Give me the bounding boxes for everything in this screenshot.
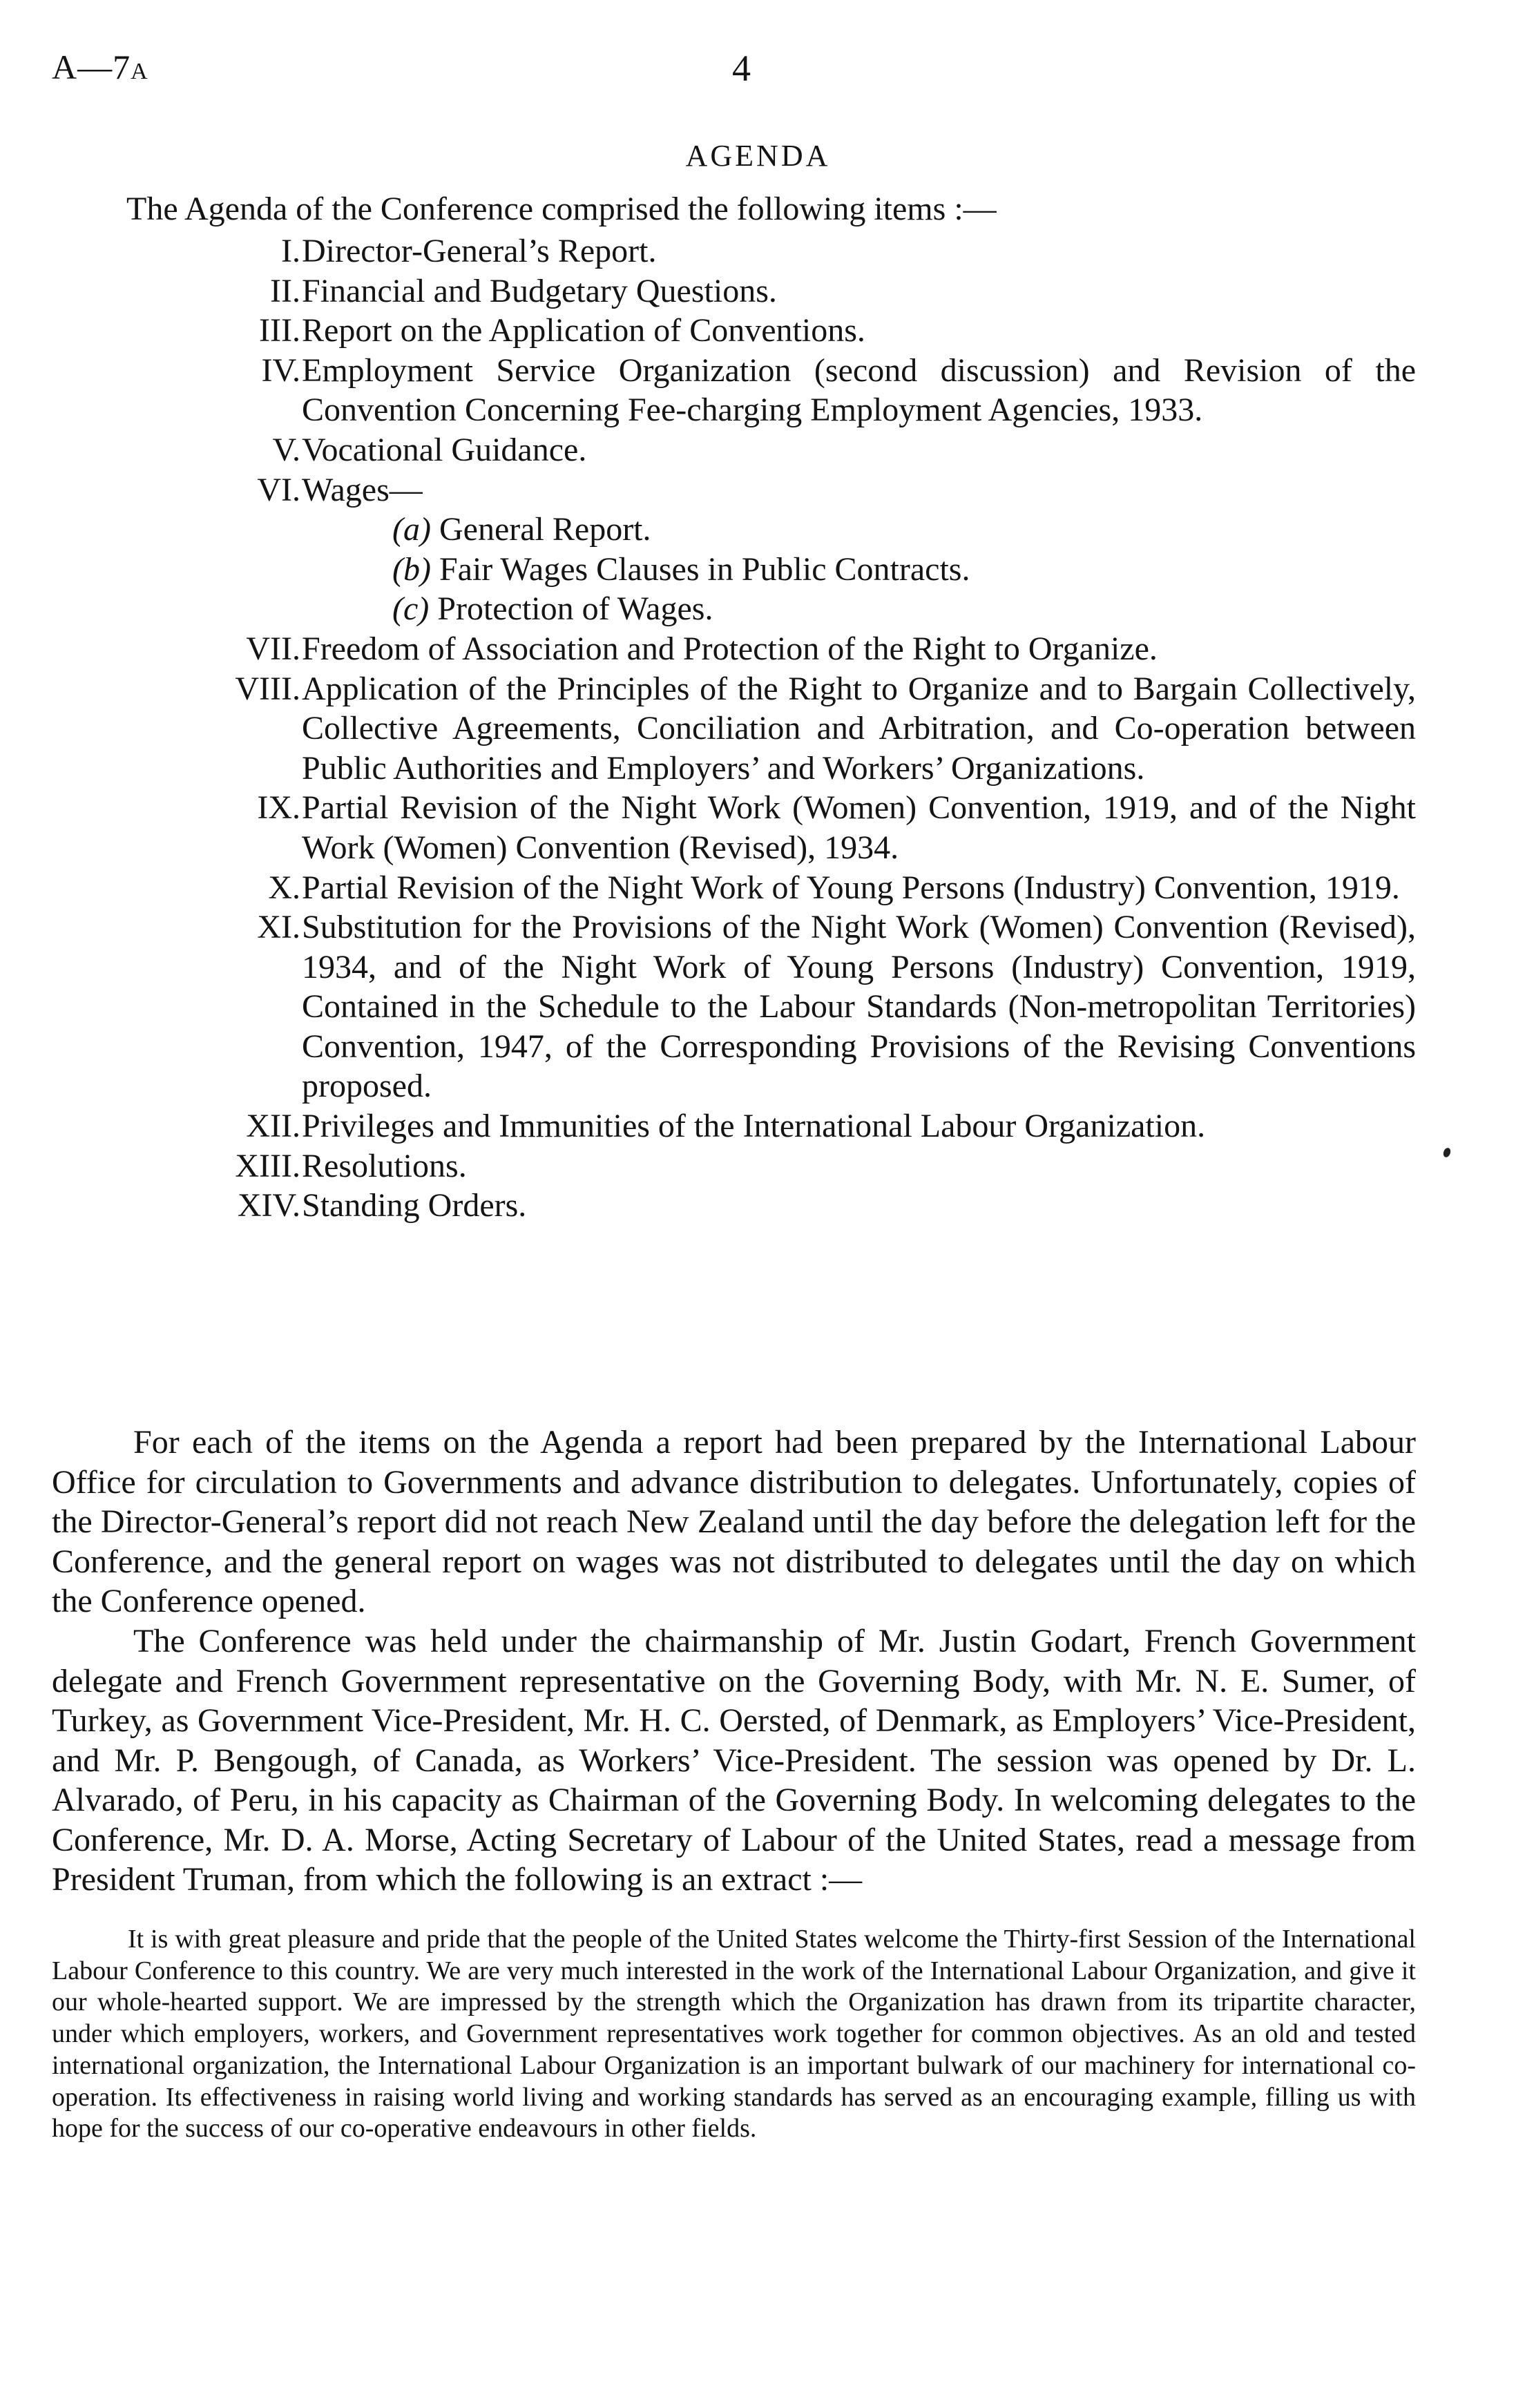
item-text: Partial Revision of the Night Work of Young Persons (Industry) Convention, 1919. (302, 869, 1400, 906)
item-number: XII. (246, 1108, 300, 1145)
agenda-item-9 (0, 788, 1516, 867)
item-number: XI. (257, 909, 300, 946)
agenda-item-4 (0, 351, 1516, 430)
item-number: II. (270, 272, 300, 309)
item-text: Partial Revision of the Night Work (Women) Convention, 1919, and of the Night Work (Women) Convention (Revised), 1934. (302, 789, 1416, 866)
item-number: VI. (257, 471, 300, 508)
agenda-item-6 (0, 470, 1516, 510)
item-text: Standing Orders. (302, 1187, 527, 1224)
agenda-item-12 (0, 1106, 1516, 1146)
item-number: VIII. (235, 670, 300, 707)
item-number: X. (268, 869, 300, 906)
agenda-item-13 (0, 1146, 1516, 1186)
item-text: Financial and Budgetary Questions. (302, 272, 777, 309)
item-text: Report on the Application of Conventions. (302, 312, 865, 349)
agenda-item-10 (0, 868, 1516, 908)
subitem-letter: (a) (392, 511, 431, 548)
subitem-text: Fair Wages Clauses in Public Contracts. (439, 550, 970, 588)
subitem-text: General Report. (439, 511, 651, 548)
wages-subitem-c (392, 589, 1516, 629)
reports-paragraph: For each of the items on the Agenda a report had been prepared by the International Labour Office for circulation to Governments and advance distribution to delegates. Unfortunately, copies of the Director-General’s report did not reach New Zealand until the day before the delegation left for the Conference, and the general report on wages was not distributed to delegates until the day on which the Conference opened. (52, 1424, 1416, 1619)
item-number: IV. (261, 351, 300, 389)
item-text: Application of the Principles of the Right to Organize and to Bargain Collectively, Collective Agreements, Conciliation and Arbitration, and Co-operation between Public Authorities and Employers’ and Workers’ Organizations. (302, 670, 1416, 787)
agenda-item-5 (0, 430, 1516, 470)
item-number: VII. (246, 630, 300, 667)
wages-subitem-a (392, 510, 1516, 550)
item-text: Freedom of Association and Protection of the Right to Organize. (302, 630, 1158, 667)
subitem-letter: (c) (392, 590, 430, 628)
agenda-intro: The Agenda of the Conference comprised the following items :— (126, 191, 997, 227)
item-text: Resolutions. (302, 1147, 467, 1184)
agenda-item-2 (0, 271, 1516, 311)
agenda-item-14 (0, 1186, 1516, 1226)
subitem-text: Protection of Wages. (437, 590, 713, 628)
subitem-letter: (b) (392, 550, 431, 588)
agenda-item-1 (0, 231, 1516, 271)
reference-suffix: A (131, 59, 148, 84)
item-number: XIII. (235, 1147, 300, 1184)
agenda-item-8 (0, 669, 1516, 789)
document-reference (52, 47, 148, 87)
item-text: Director-General’s Report. (302, 233, 657, 269)
item-text: Privileges and Immunities of the International Labour Organization. (302, 1108, 1206, 1145)
chairmanship-paragraph: The Conference was held under the chairmanship of Mr. Justin Godart, French Government delegate and French Government representative on the Governing Body, with Mr. N. E. Sumer, of Turkey, as Government Vice-President, Mr. H. C. Oersted, of Denmark, as Employers’ Vice-President, and Mr. P. Bengough, of Canada, as Workers’ Vice-President. The session was opened by Dr. L. Alvarado, of Peru, in his capacity as Chairman of the Governing Body. In welcoming delegates to the Conference, Mr. D. A. Morse, Acting Secretary of Labour of the United States, read a message from President Truman, from which the following is an extract :— (52, 1623, 1416, 1898)
item-number: III. (259, 312, 300, 349)
item-text: Substitution for the Provisions of the Night Work (Women) Convention (Revised), 1934, and of the Night Work of Young Persons (Industry) Convention, 1919, Contained in the Schedule to the Labour Standards (Non-metropolitan Territories) Convention, 1947, of the Corresponding Provisions of the Revising Conventions proposed. (302, 909, 1416, 1105)
item-text: Vocational Guidance. (302, 431, 587, 468)
item-number: IX. (257, 789, 300, 827)
item-number: V. (272, 431, 300, 468)
reference-main: A—7 (52, 48, 131, 86)
truman-message-quote: It is with great pleasure and pride that the people of the United States welcome the Thirty-first Session of the International Labour Conference to this country. We are very much interested in the work of the International Labour Organization, and give it our whole-hearted support. We are impressed by the strength which the Organization has drawn from its tripartite character, under which employers, workers, and Government representatives work together for common objectives. As an old and tested international organization, the International Labour Organization is an important bulwark of our machinery for international co-operation. Its effectiveness in raising world living and working standards has served as an encouraging example, filling us with hope for the success of our co-operative endeavours in other fields. (52, 1925, 1416, 2144)
agenda-item-11 (0, 907, 1516, 1106)
page-number: 4 (732, 48, 751, 89)
agenda-list (0, 231, 1516, 1226)
item-number: I. (281, 233, 300, 269)
wages-subitem-b (392, 550, 1516, 590)
item-number: XIV. (237, 1187, 300, 1224)
agenda-heading: AGENDA (685, 139, 831, 173)
agenda-item-3 (0, 311, 1516, 351)
item-text: Wages— (302, 471, 423, 508)
item-text: Employment Service Organization (second discussion) and Revision of the Convention Concerning Fee-charging Employment Agencies, 1933. (302, 351, 1416, 429)
agenda-item-7 (0, 629, 1516, 669)
